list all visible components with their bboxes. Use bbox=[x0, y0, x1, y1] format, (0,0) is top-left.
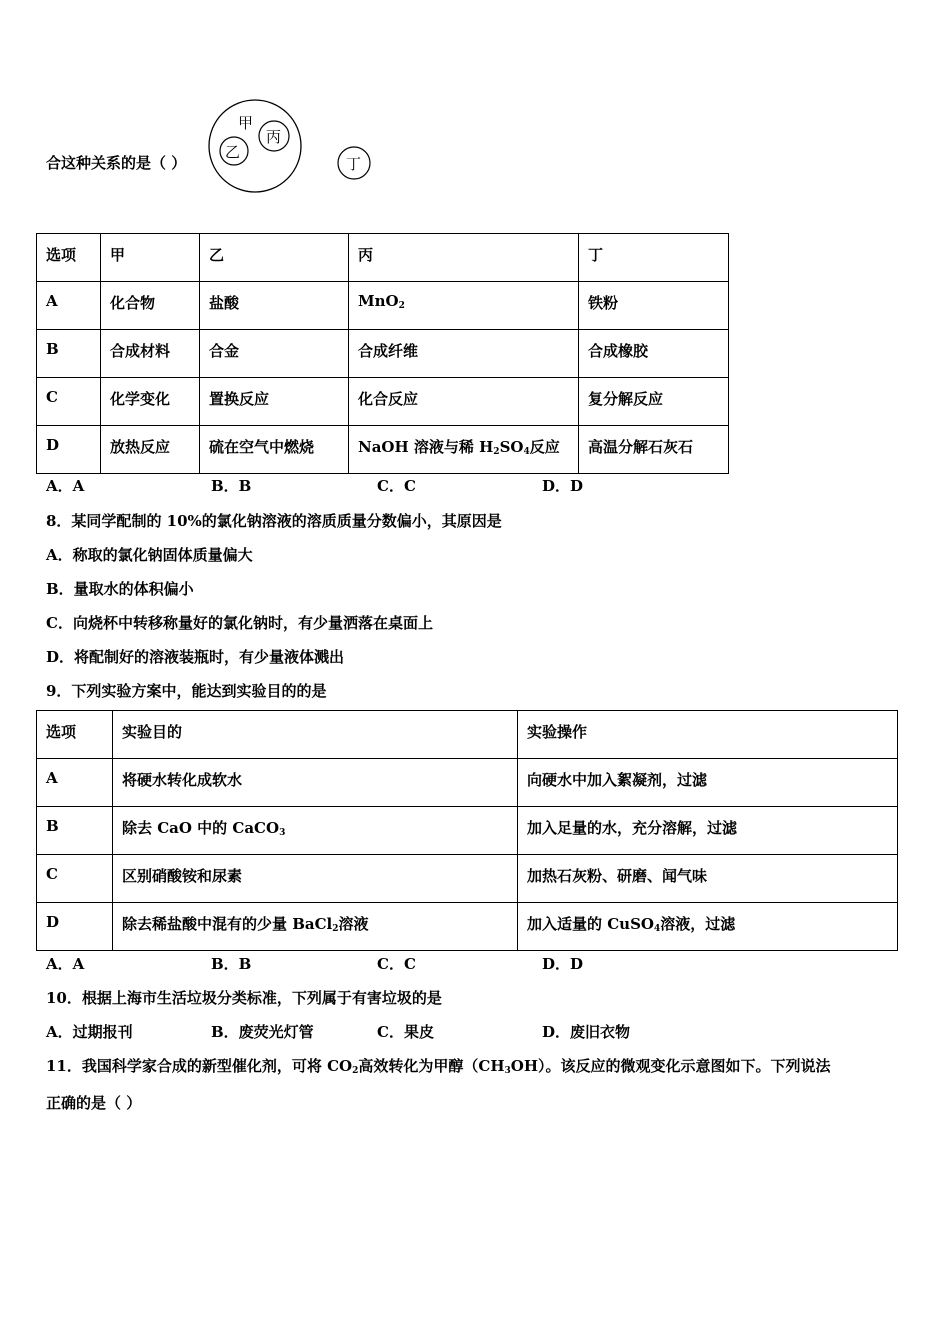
option-a[interactable]: A．A bbox=[46, 477, 85, 495]
table-cell: 硫在空气中燃烧 bbox=[200, 426, 349, 474]
table-cell: A bbox=[37, 282, 101, 330]
table-cell: 盐酸 bbox=[200, 282, 349, 330]
table-cell: 除去稀盐酸中混有的少量 BaCl$_2$溶液 bbox=[113, 903, 518, 951]
option-c[interactable]: C．C bbox=[377, 477, 416, 495]
table-cell: 合成材料 bbox=[101, 330, 200, 378]
q7-table-header-row bbox=[37, 234, 729, 282]
table-cell: C bbox=[37, 378, 101, 426]
option-b[interactable]: B．废荧光灯管 bbox=[211, 1023, 314, 1041]
option-d[interactable]: D．D bbox=[542, 955, 584, 973]
table-cell: 高温分解石灰石 bbox=[579, 426, 729, 474]
table-header: 实验目的 bbox=[113, 711, 518, 759]
table-cell: 加入适量的 CuSO$_4$溶液，过滤 bbox=[518, 903, 898, 951]
table-header: 乙 bbox=[200, 234, 349, 282]
table-cell: 加入足量的水，充分溶解，过滤 bbox=[518, 807, 898, 855]
option-b[interactable]: B．B bbox=[211, 477, 252, 495]
table-cell: MnO$_2$ bbox=[349, 282, 579, 330]
q9-stem: 9．下列实验方案中，能达到实验目的的是 bbox=[46, 682, 327, 700]
table-header: 丁 bbox=[579, 234, 729, 282]
table-header: 甲 bbox=[101, 234, 200, 282]
table-cell: 复分解反应 bbox=[579, 378, 729, 426]
table-row bbox=[37, 282, 729, 330]
table-row bbox=[37, 807, 898, 855]
table-cell: 将硬水转化成软水 bbox=[113, 759, 518, 807]
table-cell: 化合反应 bbox=[349, 378, 579, 426]
table-cell: C bbox=[37, 855, 113, 903]
q8-option-c[interactable]: C．向烧杯中转移称量好的氯化钠时，有少量洒落在桌面上 bbox=[46, 614, 433, 632]
q8-option-b[interactable]: B．量取水的体积偏小 bbox=[46, 580, 194, 598]
q8-option-a[interactable]: A．称取的氯化钠固体质量偏大 bbox=[46, 546, 253, 564]
table-cell: 加热石灰粉、研磨、闻气味 bbox=[518, 855, 898, 903]
q9-table bbox=[36, 710, 898, 951]
option-d[interactable]: D．D bbox=[542, 477, 584, 495]
table-cell: 区别硝酸铵和尿素 bbox=[113, 855, 518, 903]
table-cell: 向硬水中加入絮凝剂，过滤 bbox=[518, 759, 898, 807]
q9-table-header-row bbox=[37, 711, 898, 759]
q11-stem-line2: 正确的是（ ） bbox=[46, 1094, 142, 1112]
table-header: 选项 bbox=[37, 711, 113, 759]
option-a[interactable]: A．A bbox=[46, 955, 85, 973]
table-row bbox=[37, 903, 898, 951]
table-row bbox=[37, 330, 729, 378]
option-c[interactable]: C．果皮 bbox=[377, 1023, 434, 1041]
table-cell: 铁粉 bbox=[579, 282, 729, 330]
table-cell: NaOH 溶液与稀 $H_2SO_4$反应 bbox=[349, 426, 579, 474]
table-cell: 合成纤维 bbox=[349, 330, 579, 378]
table-row bbox=[37, 759, 898, 807]
table-header: 实验操作 bbox=[518, 711, 898, 759]
table-cell: 置换反应 bbox=[200, 378, 349, 426]
table-cell: D bbox=[37, 903, 113, 951]
option-b[interactable]: B．B bbox=[211, 955, 252, 973]
table-cell: B bbox=[37, 807, 113, 855]
table-cell: 合成橡胶 bbox=[579, 330, 729, 378]
q11-stem: 11．我国科学家合成的新型催化剂，可将 $CO_2$高效转化为甲醇$(CH_3OH)$。该反应的微观变化示意图如下。下列说法 bbox=[46, 1057, 831, 1076]
q10-stem: 10．根据上海市生活垃圾分类标准，下列属于有害垃圾的是 bbox=[46, 989, 442, 1007]
table-cell: D bbox=[37, 426, 101, 474]
table-header: 选项 bbox=[37, 234, 101, 282]
table-row bbox=[37, 378, 729, 426]
option-c[interactable]: C．C bbox=[377, 955, 416, 973]
table-row bbox=[37, 426, 729, 474]
outer-circle bbox=[209, 100, 301, 192]
q7-stem-tail: 合这种关系的是（ ） bbox=[46, 154, 187, 172]
q7-table bbox=[36, 233, 729, 474]
table-cell: 合金 bbox=[200, 330, 349, 378]
table-cell: 放热反应 bbox=[101, 426, 200, 474]
table-cell: 除去 CaO 中的 CaCO$_3$ bbox=[113, 807, 518, 855]
table-header: 丙 bbox=[349, 234, 579, 282]
option-d[interactable]: D．废旧衣物 bbox=[542, 1023, 631, 1041]
table-row bbox=[37, 855, 898, 903]
q8-stem: 8．某同学配制的 10%的氯化钠溶液的溶质质量分数偏小，其原因是 bbox=[46, 512, 502, 530]
table-cell: A bbox=[37, 759, 113, 807]
table-cell: 化学变化 bbox=[101, 378, 200, 426]
venn-diagram bbox=[200, 96, 380, 196]
ding-label: 丁 bbox=[346, 155, 362, 173]
yi-label: 乙 bbox=[225, 143, 241, 161]
table-cell: B bbox=[37, 330, 101, 378]
jia-label: 甲 bbox=[238, 114, 254, 132]
q8-option-d[interactable]: D．将配制好的溶液装瓶时，有少量液体溅出 bbox=[46, 648, 345, 666]
table-cell: 化合物 bbox=[101, 282, 200, 330]
bing-label: 丙 bbox=[266, 128, 282, 146]
option-a[interactable]: A．过期报刊 bbox=[46, 1023, 133, 1041]
